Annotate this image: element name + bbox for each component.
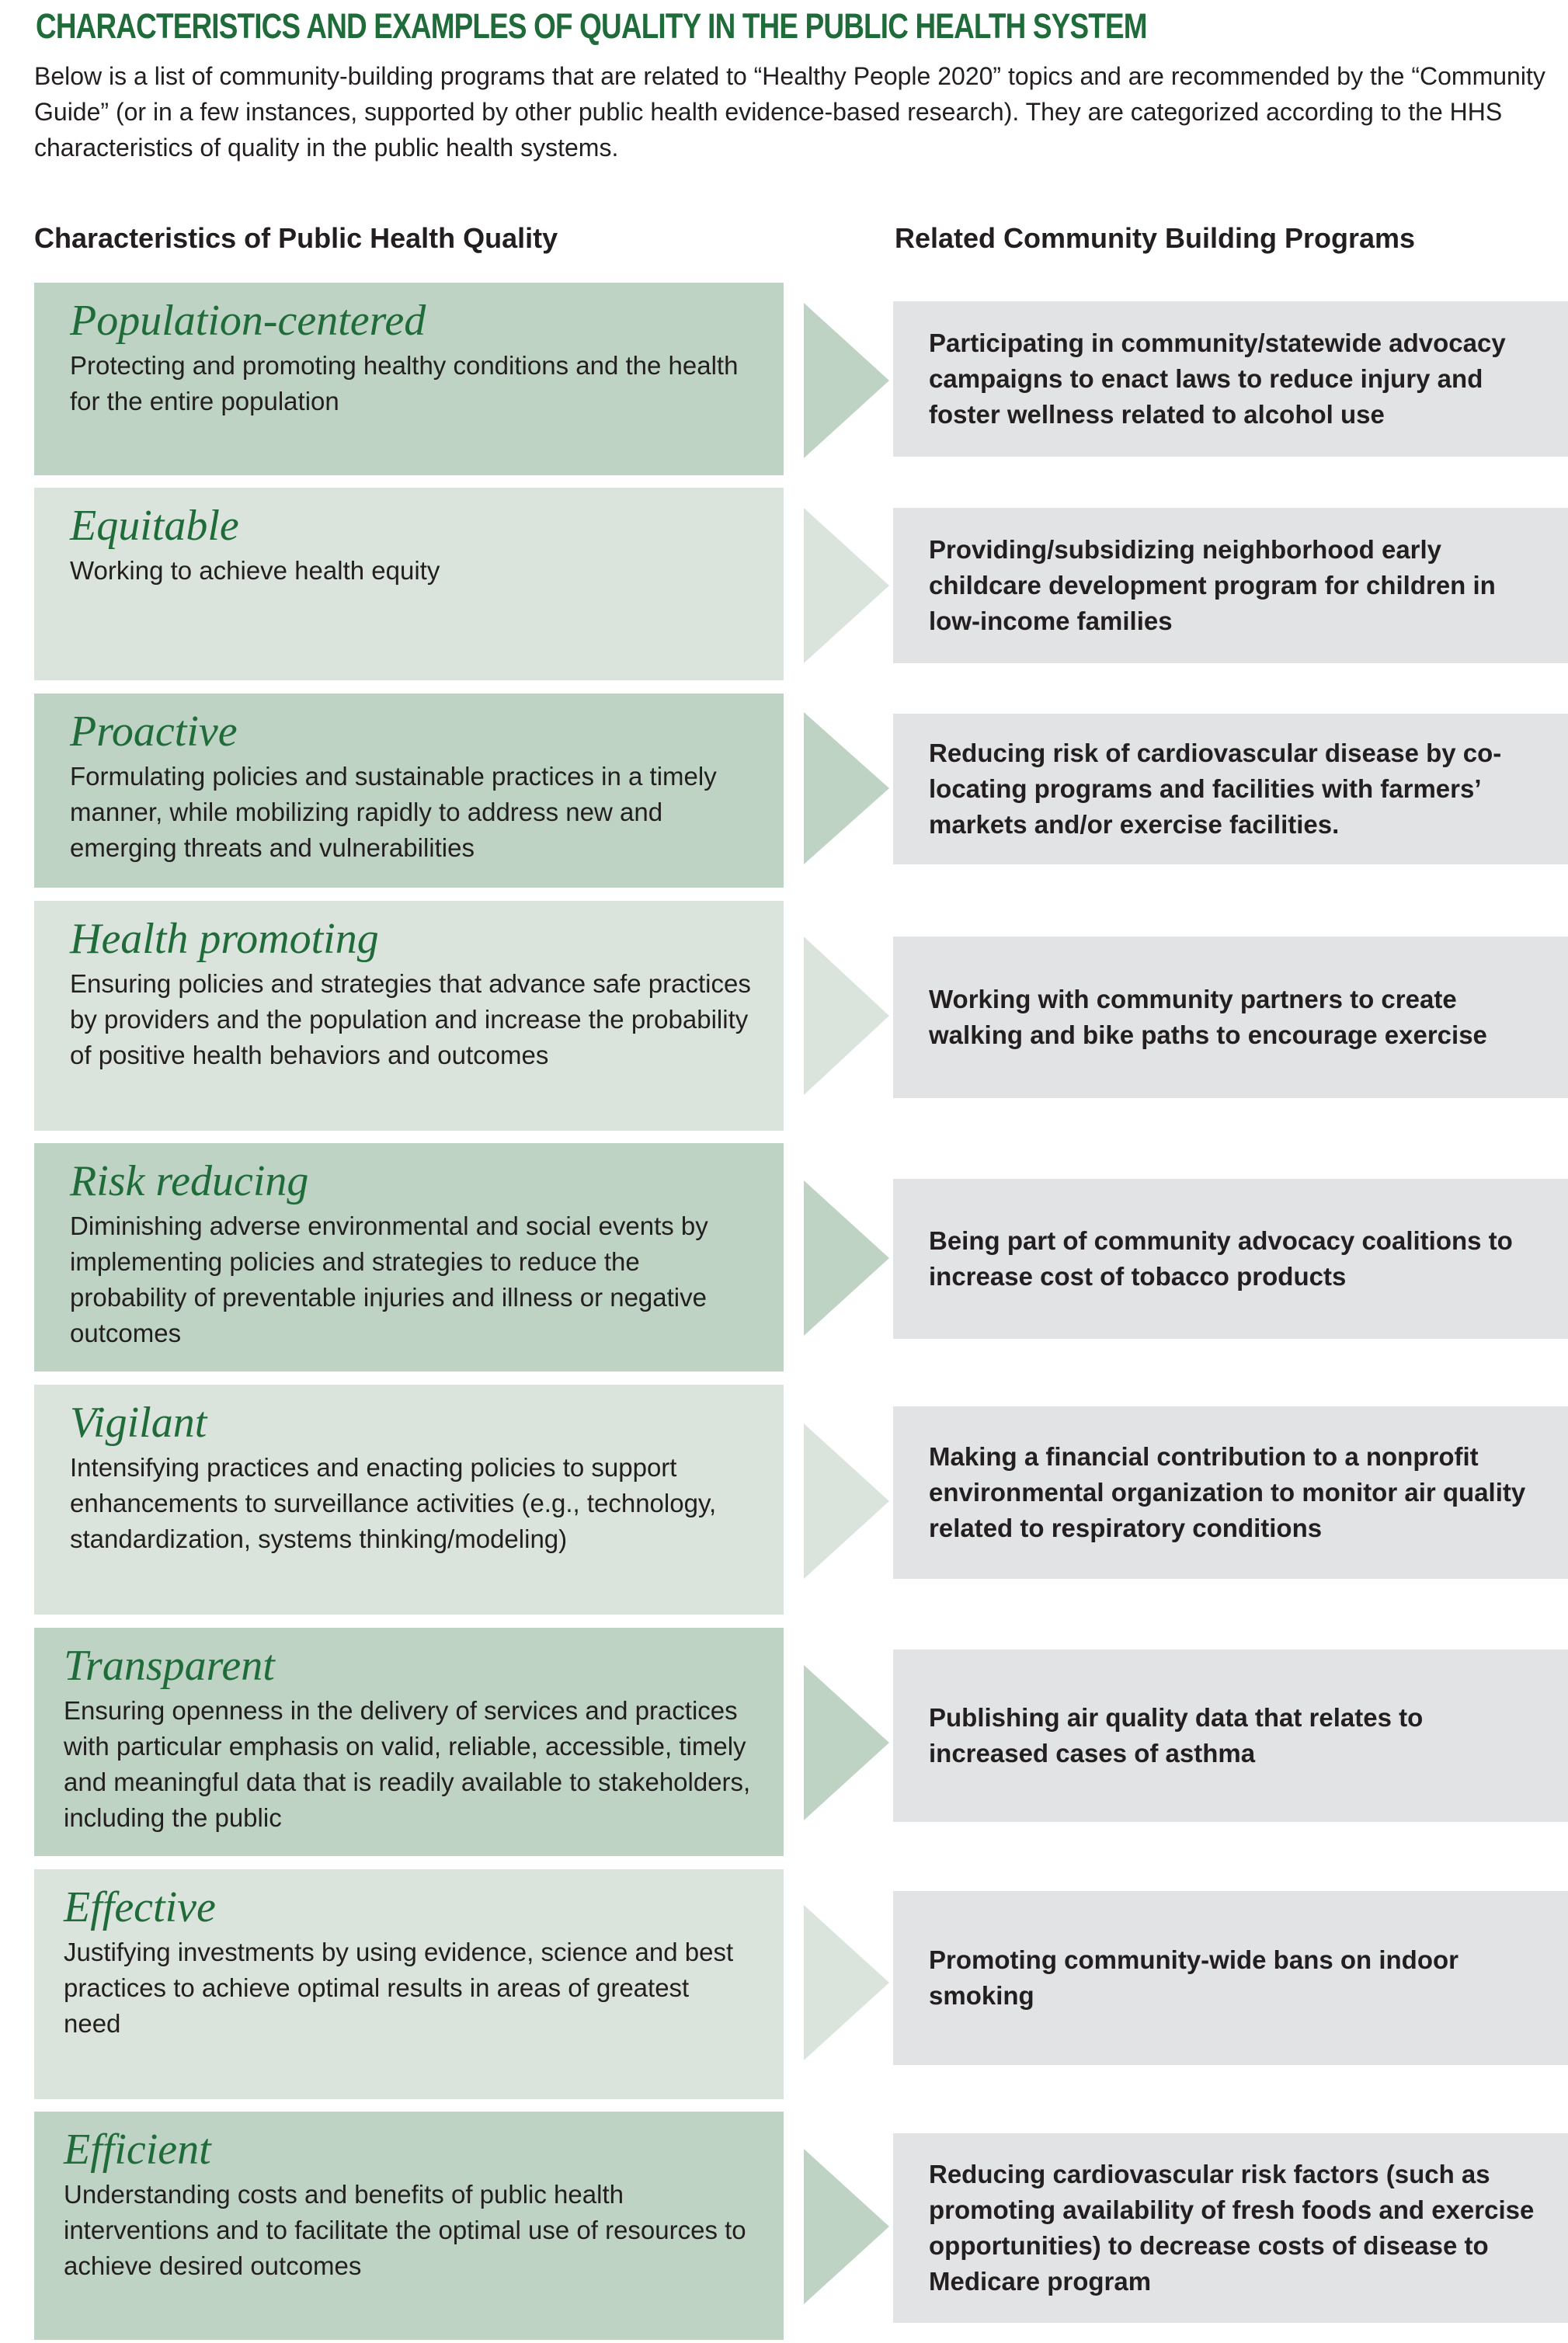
characteristic-description: Justifying investments by using evidence, science and best practices to achieve optimal results in areas of greatest need xyxy=(64,1938,734,2038)
characteristic-description: Intensifying practices and enacting policies to support enhancements to surveillance activities (e.g., technology, standardization, systems thinking/modeling) xyxy=(70,1453,717,1553)
column-heading-characteristics: Characteristics of Public Health Quality xyxy=(34,222,558,254)
characteristic-description: Ensuring openness in the delivery of services and practices with particular emphasis on valid, reliable, accessible, timely and meaningful data that is readily available to stakeholders, including the public xyxy=(64,1696,751,1832)
program-text: Making a financial contribution to a nonprofit environmental organization to monitor air quality related to respiratory conditions xyxy=(929,1442,1526,1542)
characteristic-name: Proactive xyxy=(70,707,238,756)
arrow-icon xyxy=(804,1665,889,1820)
column-heading-programs: Related Community Building Programs xyxy=(895,222,1416,254)
program-text: Providing/subsidizing neighborhood early childcare development program for children in low-income families xyxy=(929,535,1496,635)
program-box xyxy=(893,1649,1568,1822)
characteristic-box xyxy=(34,283,784,475)
characteristic-description: Formulating policies and sustainable practices in a timely manner, while mobilizing rapidly to address new and emerging threats and vulnerabilities xyxy=(70,762,717,862)
arrow-icon xyxy=(804,1905,889,2060)
program-text: Promoting community-wide bans on indoor smoking xyxy=(929,1945,1458,2010)
program-box xyxy=(893,1891,1568,2065)
characteristic-box xyxy=(34,2112,784,2340)
arrow-icon xyxy=(804,1424,889,1579)
characteristic-name: Health promoting xyxy=(70,915,379,963)
program-box xyxy=(893,714,1568,864)
characteristic-description: Diminishing adverse environmental and social events by implementing policies and strategies to reduce the probability of preventable injuries and illness or negative outcomes xyxy=(70,1211,708,1347)
program-box xyxy=(893,508,1568,663)
program-box xyxy=(893,937,1568,1098)
program-text: Working with community partners to create walking and bike paths to encourage exercise xyxy=(929,985,1487,1049)
arrow-icon xyxy=(804,712,889,864)
characteristic-name: Risk reducing xyxy=(70,1157,309,1205)
characteristic-box xyxy=(34,488,784,680)
program-box xyxy=(893,1179,1568,1339)
program-text: Being part of community advocacy coalitions to increase cost of tobacco products xyxy=(929,1226,1513,1291)
program-box xyxy=(893,1406,1568,1579)
characteristic-box xyxy=(34,1385,784,1615)
characteristic-name: Population-centered xyxy=(70,297,426,345)
arrow-icon xyxy=(804,1180,889,1336)
characteristic-name: Efficient xyxy=(64,2126,211,2174)
arrow-icon xyxy=(804,303,889,458)
characteristic-name: Effective xyxy=(64,1883,216,1931)
characteristic-description: Protecting and promoting healthy conditions and the health for the entire population xyxy=(70,351,739,415)
program-text: Participating in community/statewide advocacy campaigns to enact laws to reduce injury and foster wellness related to alcohol use xyxy=(929,329,1506,429)
program-text: Reducing risk of cardiovascular disease by co-locating programs and facilities with farmers’ markets and/or exercise facilities. xyxy=(929,739,1502,839)
page-title: CHARACTERISTICS AND EXAMPLES OF QUALITY IN THE PUBLIC HEALTH SYSTEM xyxy=(36,6,1147,46)
characteristic-description: Understanding costs and benefits of public health interventions and to facilitate the optimal use of resources to achieve desired outcomes xyxy=(64,2180,746,2280)
program-text: Publishing air quality data that relates to increased cases of asthma xyxy=(929,1703,1424,1768)
characteristic-name: Vigilant xyxy=(70,1399,207,1447)
program-box xyxy=(893,2133,1568,2323)
program-box xyxy=(893,301,1568,457)
characteristic-description: Ensuring policies and strategies that advance safe practices by providers and the population and increase the probability of positive health behaviors and outcomes xyxy=(70,969,751,1069)
characteristic-box xyxy=(34,694,784,888)
characteristic-description: Working to achieve health equity xyxy=(70,556,440,585)
characteristic-name: Equitable xyxy=(70,502,239,550)
arrow-icon xyxy=(804,2149,889,2304)
characteristic-box xyxy=(34,901,784,1131)
arrow-icon xyxy=(804,508,889,663)
characteristic-box xyxy=(34,1869,784,2099)
characteristic-name: Transparent xyxy=(64,1642,275,1690)
intro-paragraph: Below is a list of community-building programs that are related to “Healthy People 2020” topics and are recommended by the “Community Guide” (or in a few instances, supported by other public health evidence-based research). They are categorized according to the HHS characteristics of quality in the public health systems. xyxy=(34,62,1545,162)
program-text: Reducing cardiovascular risk factors (such as promoting availability of fresh foods and exercise opportunities) to decrease costs of disease to Medicare program xyxy=(929,2160,1535,2296)
arrow-icon xyxy=(804,937,889,1095)
characteristic-box xyxy=(34,1143,784,1371)
characteristic-box xyxy=(34,1628,784,1856)
